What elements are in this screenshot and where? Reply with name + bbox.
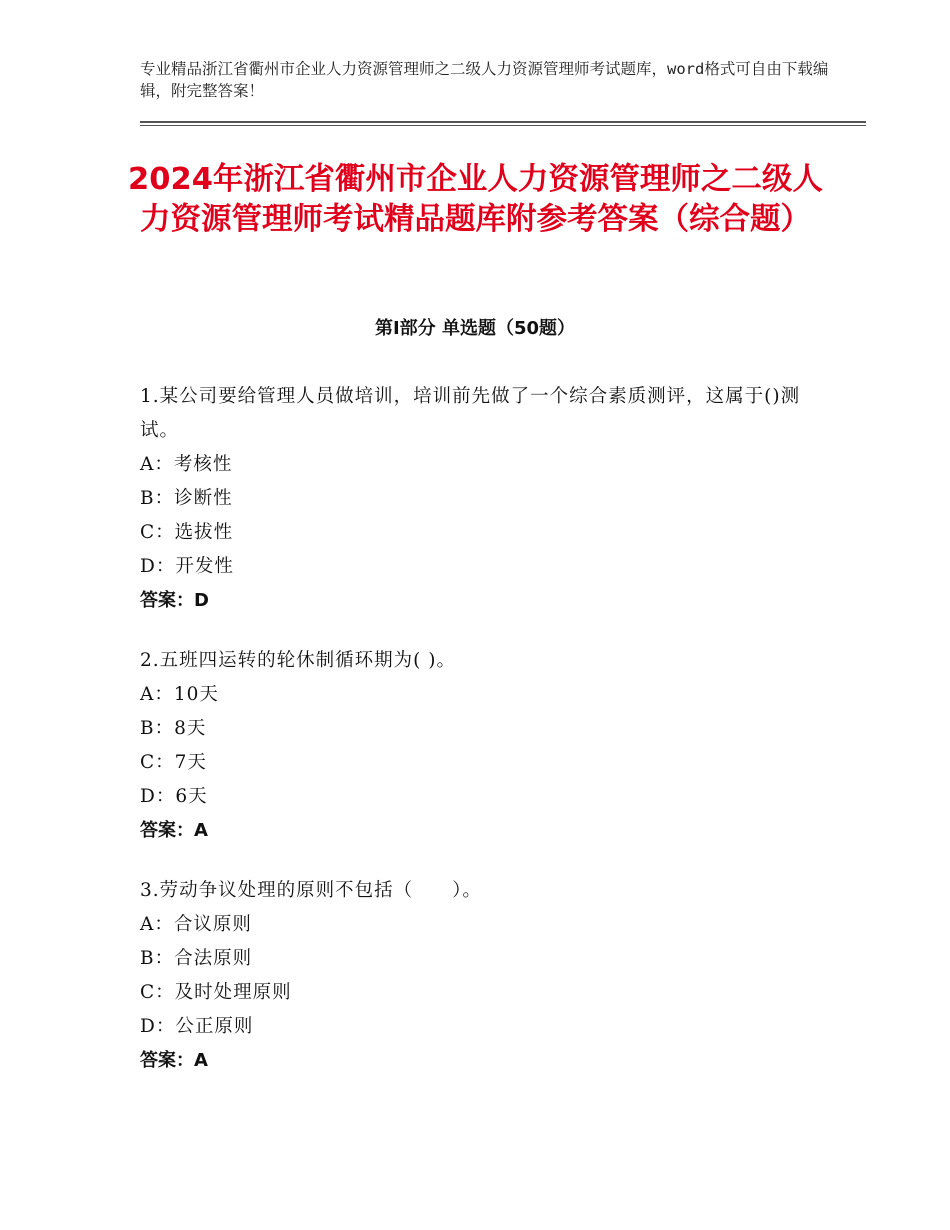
option-b: B：8天 [140,718,207,739]
option-d: D：开发性 [140,556,234,577]
question-stem: 3.劳动争议处理的原则不包括（ ）。 [140,880,482,901]
question-1 [140,380,820,618]
option-b: B：诊断性 [140,488,233,509]
option-c: C：选拔性 [140,522,234,543]
option-a: A：考核性 [140,454,233,475]
question-2 [140,644,820,848]
answer-line: 答案：A [140,820,208,841]
answer-line: 答案：A [140,1050,208,1071]
answer-line: 答案：D [140,590,209,611]
question-3 [140,874,820,1078]
option-a: A：合议原则 [140,914,252,935]
option-c: C：及时处理原则 [140,982,292,1003]
header-note: 专业精品浙江省衢州市企业人力资源管理师之二级人力资源管理师考试题库，word格式可自由下载编辑，附完整答案！ [140,60,829,100]
option-d: D：6天 [140,786,208,807]
option-c: C：7天 [140,752,207,773]
option-d: D：公正原则 [140,1016,254,1037]
document-title: 2024年浙江省衢州市企业人力资源管理师之二级人力资源管理师考试精品题库附参考答案（综合题） [128,162,823,237]
header-rule-thick [140,121,866,123]
option-a: A：10天 [140,684,219,705]
header-rule-thin [140,125,866,126]
option-b: B：合法原则 [140,948,253,969]
question-stem: 1.某公司要给管理人员做培训，培训前先做了一个综合素质测评，这属于()测试。 [140,386,801,441]
question-stem: 2.五班四运转的轮休制循环期为( )。 [140,650,456,671]
question-list [140,380,820,1104]
section-heading: 第I部分 单选题（50题） [374,318,575,339]
